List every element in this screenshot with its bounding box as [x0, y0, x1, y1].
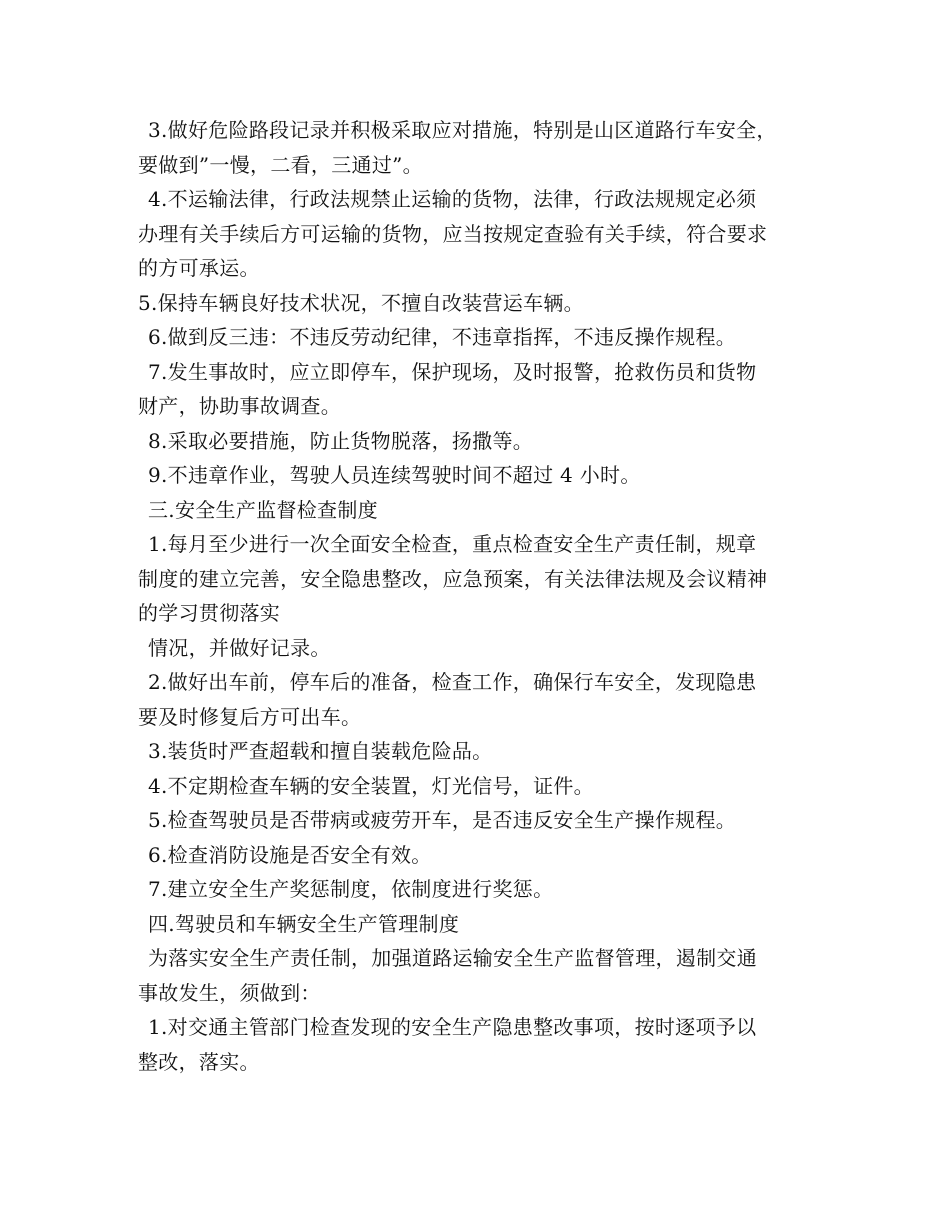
- text-line: 5.检查驾驶员是否带病或疲劳开车，是否违反安全生产操作规程。: [148, 808, 737, 832]
- text-line: 办理有关手续后方可运输的货物，应当按规定查验有关手续，符合要求: [138, 221, 768, 246]
- text-line: 7.发生事故时，应立即停车，保护现场，及时报警，抢救伤员和货物: [148, 359, 757, 384]
- text-line: 1.每月至少进行一次全面安全检查，重点检查安全生产责任制，规章: [148, 532, 757, 556]
- text-line: 6.检查消防设施是否安全有效。: [148, 842, 432, 867]
- text-line: 5.保持车辆良好技术状况，不擅自改装营运车辆。: [138, 290, 584, 315]
- text-line: 2.做好出车前，停车后的准备，检查工作，确保行车安全，发现隐患: [148, 670, 757, 694]
- text-line: 3.做好危险路段记录并积极采取应对措施，特别是山区道路行车安全，: [148, 118, 777, 142]
- text-line: 三.安全生产监督检查制度: [148, 497, 378, 522]
- text-line: 财产，协助事故调查。: [138, 394, 341, 418]
- text-line: 4.不定期检查车辆的安全装置，灯光信号，证件。: [148, 773, 594, 798]
- text-line: 为落实安全生产责任制，加强道路运输安全生产监督管理，遏制交通: [148, 946, 757, 970]
- text-line: 要做到”一慢，二看，三通过”。: [138, 152, 423, 177]
- text-line: 事故发生，须做到：: [138, 980, 321, 1005]
- text-line: 情况，并做好记录。: [148, 635, 331, 660]
- text-line: 四.驾驶员和车辆安全生产管理制度: [148, 911, 460, 936]
- text-line: 1.对交通主管部门检查发现的安全生产隐患整改事项，按时逐项予以: [148, 1015, 757, 1039]
- text-line: 整改，落实。: [138, 1049, 260, 1074]
- text-line: 要及时修复后方可出车。: [138, 704, 362, 729]
- text-line: 制度的建立完善，安全隐患整改，应急预案，有关法律法规及会议精神: [138, 566, 768, 591]
- text-line: 的方可承运。: [138, 256, 260, 280]
- text-line: 4.不运输法律，行政法规禁止运输的货物，法律，行政法规规定必须: [148, 187, 757, 211]
- text-line: 9.不违章作业，驾驶人员连续驾驶时间不超过 4 小时。: [148, 463, 641, 487]
- document-body: [138, 113, 838, 1079]
- text-line: 6.做到反三违：不违反劳动纪律，不违章指挥，不违反操作规程。: [148, 325, 737, 349]
- text-line: 7.建立安全生产奖惩制度，依制度进行奖惩。: [148, 877, 554, 901]
- text-line: 3.装货时严查超载和擅自装载危险品。: [148, 739, 493, 763]
- text-line: 的学习贯彻落实: [138, 601, 281, 625]
- text-line: 8.采取必要措施，防止货物脱落，扬撒等。: [148, 428, 534, 453]
